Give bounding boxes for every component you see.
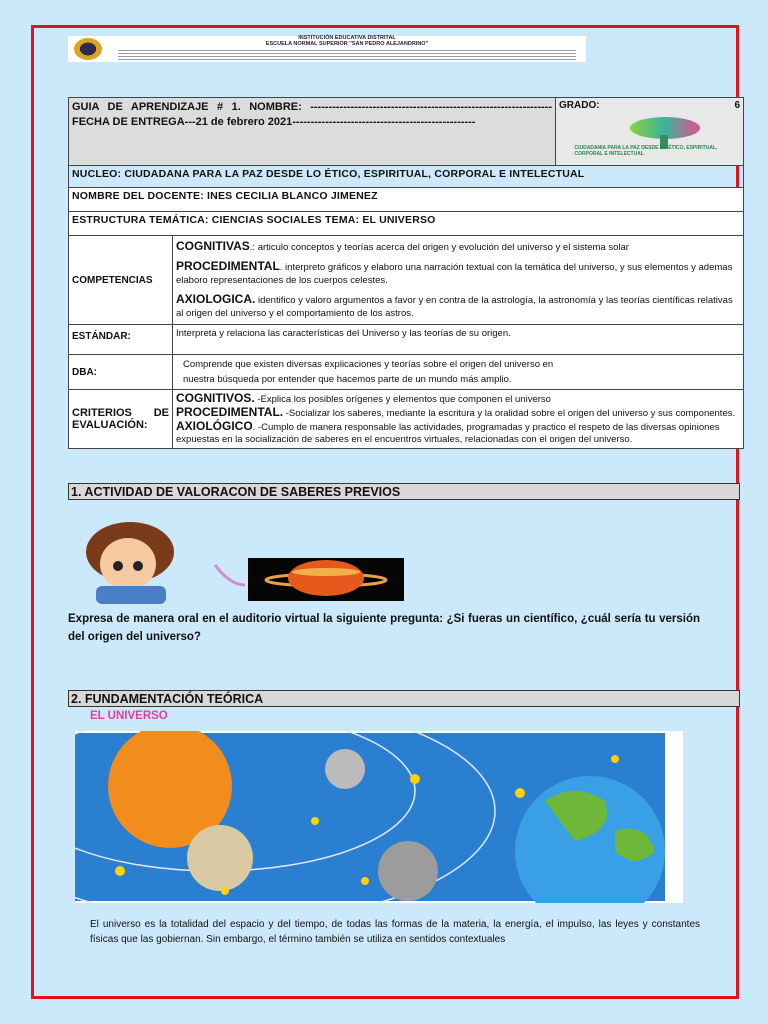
grado-cell bbox=[556, 98, 744, 166]
criterios-label: CRITERIOS DE EVALUACIÓN: bbox=[69, 390, 173, 449]
dba-text: Comprende que existen diversas explicaciones y teorías sobre el origen del universo en nuestra búsqueda por entender que hacemos parte de un mundo más amplio. bbox=[173, 355, 744, 390]
guide-title: GUIA DE APRENDIZAJE # 1. NOMBRE: ------------------------------------------------------------------FECHA DE ENTREGA---21 de febrero 2021-------------------------------------------------- bbox=[69, 98, 556, 166]
grado-value: 6 bbox=[734, 100, 740, 111]
estructura-row: ESTRUCTURA TEMÁTICA: CIENCIAS SOCIALES TEMA: EL UNIVERSO bbox=[69, 212, 744, 236]
estandar-text: Interpreta y relaciona las características del Universo y las teorías de su origen. bbox=[173, 325, 744, 355]
question-text: Expresa de manera oral en el auditorio virtual la siguiente pregunta: ¿Si fueras un científico, ¿cuál sería tu versión del origen del universo? bbox=[68, 613, 700, 643]
docente-row: NOMBRE DEL DOCENTE: INES CECILIA BLANCO JIMENEZ bbox=[69, 188, 744, 212]
criterios-content: COGNITIVOS. -Explica los posibles orígenes y elementos que componen el universo PROCEDIMENTAL. -Socializar los saberes, mediante la escritura y la oralidad sobre el origen del universo y sus componentes. AXIOLÓGICO. -Cumplo de manera responsable las actividades, programadas y practico el respeto de las diversas opiniones expuestas en la socialización de saberes en el encuentros virtuales, relacionadas con el origen del universo. bbox=[173, 390, 744, 449]
nucleo-row: NUCLEO: CIUDADANA PARA LA PAZ DESDE LO ÉTICO, ESPIRITUAL, CORPORAL E INTELECTUAL bbox=[69, 166, 744, 188]
saturn-image bbox=[248, 558, 404, 601]
universe-paragraph: El universo es la totalidad del espacio y del tiempo, de todas las formas de la materia, la energía, el impulso, las leyes y constantes físicas que las gobiernan. Sin embargo, el término también se utiliza en sentidos contextuales bbox=[90, 919, 700, 945]
section-2-heading: 2. FUNDAMENTACIÓN TEÓRICA bbox=[68, 690, 740, 707]
section-1-heading: 1. ACTIVIDAD DE VALORACON DE SABERES PREVIOS bbox=[68, 483, 740, 500]
child-illustration bbox=[66, 520, 206, 604]
grado-label: GRADO: bbox=[559, 100, 600, 111]
estandar-label: ESTÁNDAR: bbox=[69, 325, 173, 355]
dba-label: DBA: bbox=[69, 355, 173, 390]
letterhead-fine-print bbox=[118, 48, 576, 62]
competencias-content: COGNITIVAS.: articulo conceptos y teorías acerca del origen y evolución del universo y el sistema solar PROCEDIMENTAL. interpreto gráficos y elaboro una narración textual con la temática del universo, y sus elementos y ademas elaboro representaciones de los cuerpos celestes. AXIOLOGICA. identifico y valoro argumentos a favor y en contra de la astrología, la astronomía y las teorías científicas relativas al origen del universo y el comportamiento de los astros. bbox=[173, 236, 744, 325]
institution-name: INSTITUCIÓN EDUCATIVA DISTRITAL bbox=[298, 35, 396, 41]
school-letterhead bbox=[68, 36, 586, 62]
universe-illustration bbox=[75, 731, 683, 903]
guide-table bbox=[68, 97, 744, 449]
school-seal-logo bbox=[74, 38, 102, 60]
el-universo-subtitle: EL UNIVERSO bbox=[90, 710, 168, 722]
school-name: ESCUELA NORMAL SUPERIOR "SAN PEDRO ALEJANDRINO" bbox=[265, 40, 429, 47]
arrow-icon bbox=[210, 560, 250, 590]
ciudadania-logo: CIUDADANIA PARA LA PAZ DESDE LO ÉTICO, ESPIRITUAL, CORPORAL E INTELECTUAL bbox=[575, 117, 725, 157]
competencias-label: COMPETENCIAS bbox=[69, 236, 173, 325]
